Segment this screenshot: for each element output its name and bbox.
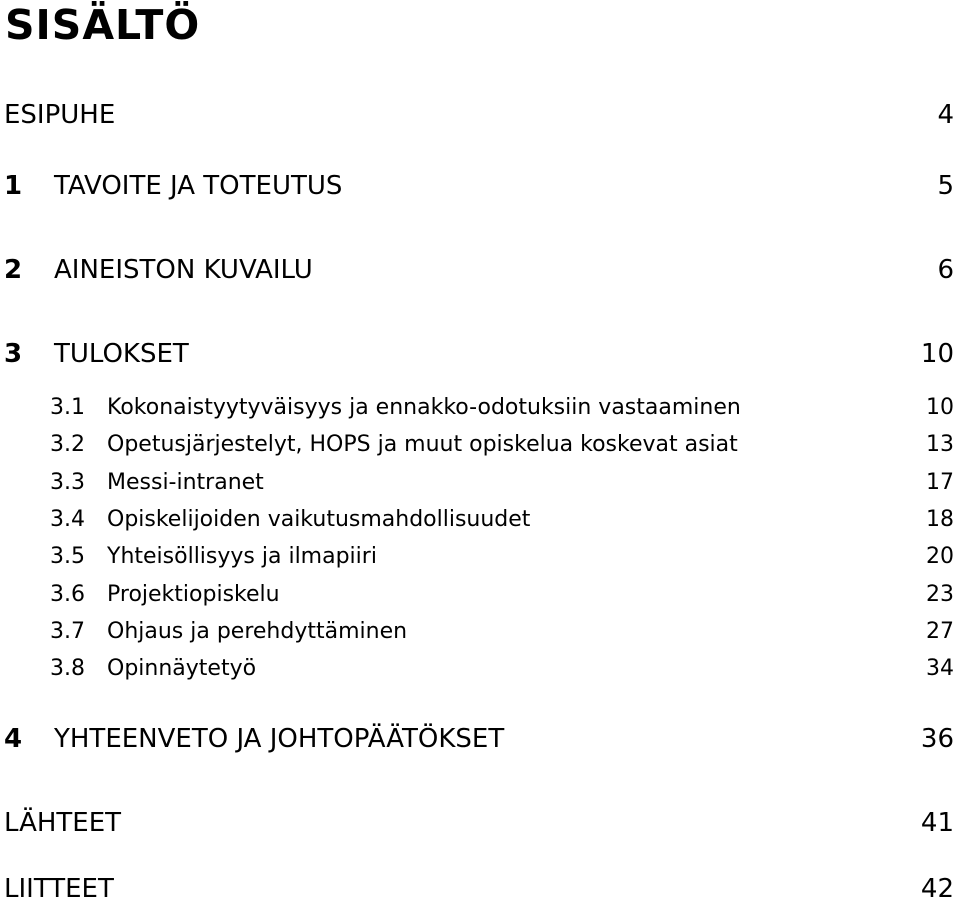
toc-entry-number: 3.2 (50, 431, 85, 457)
toc-entry-number: 3.1 (50, 394, 85, 420)
toc-entry-number: 3.7 (50, 618, 85, 644)
toc-entry-page: 17 (926, 469, 954, 495)
toc-entry-chapter-4[interactable] (0, 719, 960, 759)
toc-entry-esipuhe[interactable] (0, 95, 960, 135)
toc-entry-page: 42 (920, 874, 954, 904)
toc-entry-page: 18 (926, 506, 954, 532)
toc-entry-label: Opiskelijoiden vaikutusmahdollisuudet (107, 506, 531, 532)
toc-entry-number: 3.6 (50, 581, 85, 607)
toc-entry-label: TULOKSET (54, 339, 189, 369)
toc-entry-lahteet[interactable] (0, 803, 960, 843)
toc-entry-page: 23 (926, 581, 954, 607)
toc-entry-section-3-4[interactable] (0, 499, 960, 539)
toc-entry-number: 3.4 (50, 506, 85, 532)
toc-entry-page: 41 (920, 808, 954, 838)
toc-entry-number: 3.8 (50, 655, 85, 681)
toc-entry-label: AINEISTON KUVAILU (54, 255, 313, 285)
toc-entry-label: Opetusjärjestelyt, HOPS ja muut opiskelua koskevat asiat (107, 431, 738, 457)
toc-entry-chapter-3[interactable] (0, 334, 960, 374)
toc-entry-section-3-6[interactable] (0, 574, 960, 614)
toc-entry-section-3-8[interactable] (0, 648, 960, 688)
toc-entry-label: LIITTEET (4, 874, 114, 904)
toc-entry-page: 5 (937, 171, 954, 201)
toc-entry-liitteet[interactable] (0, 869, 960, 909)
toc-entry-section-3-3[interactable] (0, 462, 960, 502)
toc-entry-label: ESIPUHE (4, 100, 116, 130)
toc-entry-chapter-1[interactable] (0, 166, 960, 206)
toc-entry-number: 4 (4, 724, 23, 754)
toc-entry-label: Messi-intranet (107, 469, 264, 495)
toc-entry-page: 10 (920, 339, 954, 369)
toc-entry-page: 6 (937, 255, 954, 285)
toc-entry-page: 27 (926, 618, 954, 644)
toc-entry-page: 36 (920, 724, 954, 754)
toc-entry-label: LÄHTEET (4, 808, 122, 838)
toc-entry-section-3-1[interactable] (0, 387, 960, 427)
toc-entry-label: TAVOITE JA TOTEUTUS (54, 171, 343, 201)
toc-entry-chapter-2[interactable] (0, 250, 960, 290)
page-title: SISÄLTÖ (5, 1, 201, 49)
toc-entry-page: 34 (926, 655, 954, 681)
toc-entry-page: 13 (926, 431, 954, 457)
toc-entry-number: 3 (4, 339, 23, 369)
toc-entry-number: 3.3 (50, 469, 85, 495)
toc-entry-label: Ohjaus ja perehdyttäminen (107, 618, 408, 644)
toc-entry-label: YHTEENVETO JA JOHTOPÄÄTÖKSET (54, 724, 505, 754)
toc-entry-label: Yhteisöllisyys ja ilmapiiri (107, 543, 377, 569)
toc-entry-section-3-7[interactable] (0, 611, 960, 651)
toc-entry-label: Opinnäytetyö (107, 655, 257, 681)
toc-entry-page: 10 (926, 394, 954, 420)
toc-entry-section-3-2[interactable] (0, 424, 960, 464)
toc-entry-number: 2 (4, 255, 23, 285)
toc-entry-page: 4 (937, 100, 954, 130)
toc-entry-number: 3.5 (50, 543, 85, 569)
toc-entry-number: 1 (4, 171, 23, 201)
toc-entry-label: Projektiopiskelu (107, 581, 280, 607)
toc-entry-page: 20 (926, 543, 954, 569)
toc-entry-label: Kokonaistyytyväisyys ja ennakko-odotuksiin vastaaminen (107, 394, 741, 420)
toc-entry-section-3-5[interactable] (0, 536, 960, 576)
